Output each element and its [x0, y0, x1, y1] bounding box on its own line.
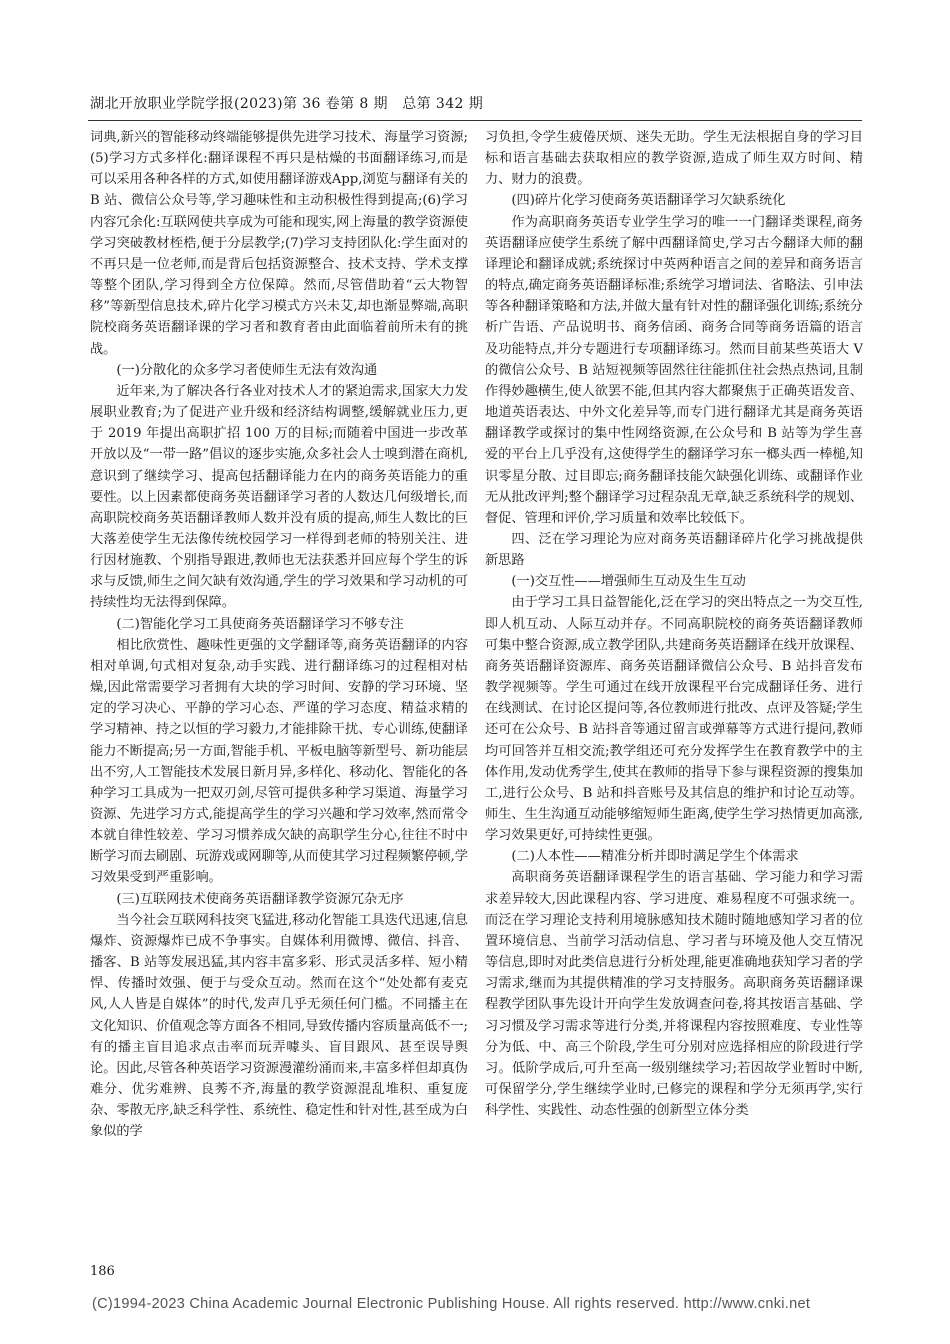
paragraph: 由于学习工具日益智能化,泛在学习的突出特点之一为交互性,即人机互动、人际互动并存。不同高职院校的商务英语翻译教师可集中整合资源,成立教学团队,共建商务英语翻译在线开放课程、商务英语翻译资源库、商务英语翻译微信公众号、B 站抖音发布教学视频等。学生可通过在线开放课程平台完成翻译任务、进行在线测试、在讨论区提问等,各位教师进行批改、点评及答疑;学生还可在公众号、B 站抖音等通过留言或弹幕等方式进行提问,教师均可回答并互相交流;教学组还可充分发挥学生在教育教学中的主体作用,发动优秀学生,使其在教师的指导下参与课程资源的搜集加工,进行公众号、B 站和抖音账号及其信息的维护和讨论互动等。师生、生生沟通互动能够缩短师生距离,使学生学习热情更加高涨,学习效果更好,可持续性更强。 [485, 595, 863, 844]
section-heading: (二)人本性——精准分析并即时满足学生个体需求 [511, 849, 799, 865]
section-heading: (四)碎片化学习使商务英语翻译学习欠缺系统化 [511, 193, 786, 209]
right-column [485, 127, 863, 1257]
paragraph: 当今社会互联网科技突飞猛进,移动化智能工具迭代迅速,信息爆炸、资源爆炸已成不争事实。自媒体利用微博、微信、抖音、播客、B 站等发展迅猛,其内容丰富多彩、形式灵活多样、短小精悍、传播时效强、便于与受众互动。然而在这个“处处都有麦克风,人人皆是自媒体”的时代,发声几乎无须任何门槛。不同播主在文化知识、价值观念等方面各不相同,导致传播内容质量高低不一;有的播主盲目追求点击率而玩弄噱头、盲目跟风、甚至误导舆论。因此,尽管各种英语学习资源漫灌纷涌而来,丰富多样但却真伪难分、优劣难辨、良莠不齐,海量的教学资源混乱堆积、重复庞杂、零散无序,缺乏科学性、系统性、稳定性和针对性,甚至成为白象似的学 [90, 912, 468, 1140]
section-heading: (一)交互性——增强师生互动及生生互动 [511, 574, 746, 590]
copyright-footer: (C)1994-2023 China Academic Journal Electronic Publishing House. All rights reserved. http://www.cnki.net [92, 1296, 811, 1312]
header-rule [88, 120, 862, 121]
section-heading: 四、泛在学习理论为应对商务英语翻译碎片化学习挑战提供新思路 [485, 531, 863, 569]
paragraph: 近年来,为了解决各行各业对技术人才的紧迫需求,国家大力发展职业教育;为了促进产业升级和经济结构调整,缓解就业压力,更于 2019 年提出高职扩招 100 万的目标;而随着中国进一步改革开放以及“一带一路”倡议的逐步实施,众多社会人士嗅到潜在商机,意识到了继续学习、提高包括翻译能力在内的商务英语能力的重要性。以上因素都使商务英语翻译学习者的人数达几何级增长,而高职院校商务英语翻译教师人数并没有质的提高,师生人数比的巨大落差使学生无法像传统校园学习一样得到老师的特别关注、进行因材施教、个别指导跟进,教师也无法获悉并回应每个学生的诉求与反馈,师生之间欠缺有效沟通,学生的学习效果和学习动机的可持续性均无法得到保障。 [90, 383, 468, 611]
section-heading: (二)智能化学习工具使商务英语翻译学习不够专注 [116, 616, 404, 632]
paragraph: 高职商务英语翻译课程学生的语言基础、学习能力和学习需求差异较大,因此课程内容、学习进度、难易程度不可强求统一。而泛在学习理论支持利用境脉感知技术随时随地感知学习者的位置环境信息、当前学习活动信息、学习者与环境及他人交互情况等信息,即时对此类信息进行分析处理,能更准确地获知学习者的学习需求,继而为其提供精准的学习支持服务。高职商务英语翻译课程教学团队事先设计开向学生发放调查问卷,将其按语言基础、学习习惯及学习需求等进行分类,并将课程内容按照难度、专业性等分为低、中、高三个阶段,学生可分别对应选择相应的阶段进行学习。低阶学成后,可升至高一级别继续学习;若因故学业暂时中断,可保留学分,学生继续学业时,已修完的课程和学分无须再学,实行科学性、实践性、动态性强的创新型立体分类 [485, 870, 863, 1119]
page-number: 186 [90, 1264, 115, 1279]
paragraph: 习负担,令学生疲倦厌烦、迷失无助。学生无法根据自身的学习目标和语言基础去获取相应的教学资源,造成了师生双方时间、精力、财力的浪费。 [485, 130, 863, 188]
paragraph: 相比欣赏性、趣味性更强的文学翻译等,商务英语翻译的内容相对单调,句式相对复杂,动手实践、进行翻译练习的过程相对枯燥,因此常需要学习者拥有大块的学习时间、安静的学习环境、坚定的学习决心、平静的学习心态、严谨的学习态度、精益求精的学习精神、持之以恒的学习毅力,才能排除干扰、专心训练,使翻译能力不断提高;另一方面,智能手机、平板电脑等新型号、新功能层出不穷,人工智能技术发展日新月异,多样化、移动化、智能化的各种学习工具成为一把双刃剑,尽管可提供多种学习渠道、海量学习资源、先进学习方式,能提高学生的学习兴趣和学习效率,然而常令本就自律性较差、学习习惯养成欠缺的高职学生分心,往往不时中断学习而去刷剧、玩游戏或网聊等,从而使其学习过程频繁停顿,学习效果受到严重影响。 [90, 637, 468, 886]
left-column [90, 127, 468, 1257]
section-heading: (三)互联网技术使商务英语翻译教学资源冗杂无序 [116, 891, 404, 907]
paragraph: 词典,新兴的智能移动终端能够提供先进学习技术、海量学习资源;(5)学习方式多样化:翻译课程不再只是枯燥的书面翻译练习,而是可以采用各种各样的方式,如使用翻译游戏App,浏览与翻译有关的 B 站、微信公众号等,学习趣味性和主动积极性得到提高;(6)学习内容冗余化:互联网使共享成为可能和现实,网上海量的教学资源使学习突破教材桎梏,便于分层教学;(7)学习支持团队化:学生面对的不再只是一位老师,而是背后包括资源整合、技术支持、学术支撑等整个团队,学习得到全方位保障。然而,尽管借助着“云大物智移”等新型信息技术,碎片化学习模式方兴未艾,却也渐显弊端,高职院校商务英语翻译课的学习者和教育者由此面临着前所未有的挑战。 [90, 130, 468, 357]
paragraph: 作为高职商务英语专业学生学习的唯一一门翻译类课程,商务英语翻译应使学生系统了解中西翻译简史,学习古今翻译大师的翻译理论和翻译成就;系统探讨中英两种语言之间的差异和商务语言的特点,确定商务英语翻译标准;系统学习增词法、省略法、引申法等各种翻译策略和方法,并做大量有针对性的翻译强化训练;系统分析广告语、产品说明书、商务信函、商务合同等商务语篇的语言及功能特点,并分专题进行专项翻译练习。然而目前某些英语大 V 的微信公众号、B 站短视频等固然往往能抓住社会热点热词,且制作得妙趣横生,使人欲罢不能,但其内容大都聚焦于正确英语发音、地道英语表达、中外文化差异等,而专门进行翻译尤其是商务英语翻译教学或探讨的集中性网络资源,在公众号和 B 站等为学生喜爱的平台上几乎没有,这使得学生的翻译学习东一榔头西一棒槌,知识零星分散、过目即忘;商务翻译技能欠缺强化训练、或翻译作业无从批改评判;整个翻译学习过程杂乱无章,缺乏系统科学的规划、督促、管理和评价,学习质量和效率比较低下。 [485, 214, 863, 526]
section-heading: (一)分散化的众多学习者使师生无法有效沟通 [116, 362, 378, 378]
journal-header: 湖北开放职业学院学报(2023)第 36 卷第 8 期 总第 342 期 [90, 96, 484, 112]
